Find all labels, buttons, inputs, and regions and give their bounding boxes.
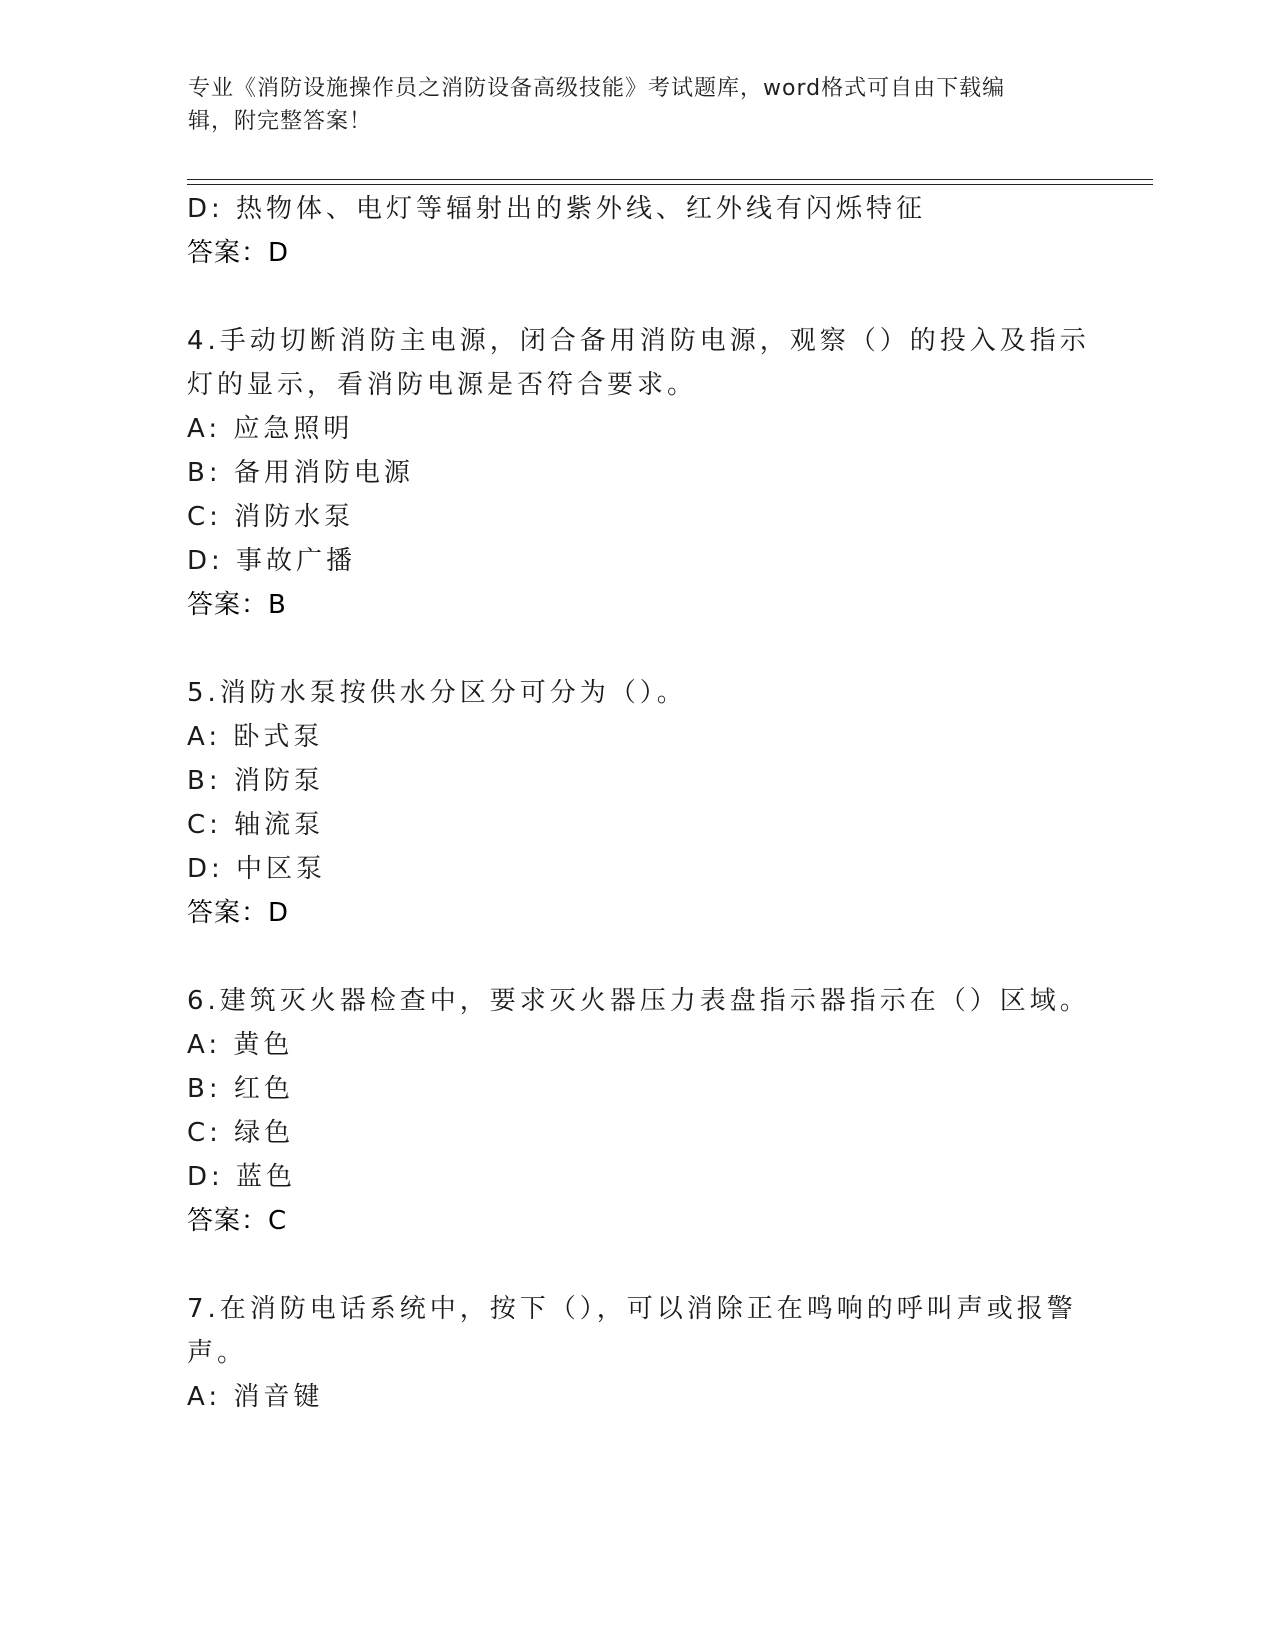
header-divider-bottom — [187, 184, 1153, 185]
q3-option-d: D: 热物体、电灯等辐射出的紫外线、红外线有闪烁特征 — [187, 194, 927, 224]
q7-stem-line-2: 声。 — [187, 1338, 248, 1368]
q4-answer: 答案：B — [187, 590, 287, 620]
header-line-2: 辑，附完整答案！ — [188, 109, 373, 134]
q6-option-c: C: 绿色 — [187, 1118, 295, 1148]
q4-option-c: C: 消防水泵 — [187, 502, 355, 532]
q3-answer: 答案：D — [187, 238, 290, 268]
q7-stem-line-1: 7.在消防电话系统中，按下（），可以消除正在鸣响的呼叫声或报警 — [187, 1294, 1077, 1324]
q5-option-d: D: 中区泵 — [187, 854, 327, 884]
q6-answer: 答案：C — [187, 1206, 288, 1236]
q6-option-b: B: 红色 — [187, 1074, 294, 1104]
q6-stem-line-1: 6.建筑灭火器检查中，要求灭火器压力表盘指示器指示在（）区域。 — [187, 986, 1090, 1016]
header-divider-top — [187, 179, 1153, 180]
document-header — [188, 72, 1068, 138]
header-line-1: 专业《消防设施操作员之消防设备高级技能》考试题库，word格式可自由下载编 — [188, 76, 1006, 101]
q6-option-a: A: 黄色 — [187, 1030, 294, 1060]
q4-stem-line-1: 4.手动切断消防主电源，闭合备用消防电源，观察（）的投入及指示 — [187, 326, 1090, 356]
q4-option-d: D: 事故广播 — [187, 546, 357, 576]
q4-stem-line-2: 灯的显示，看消防电源是否符合要求。 — [187, 370, 698, 400]
q5-option-a: A: 卧式泵 — [187, 722, 324, 752]
q6-option-d: D: 蓝色 — [187, 1162, 297, 1192]
q4-option-a: A: 应急照明 — [187, 414, 354, 444]
q5-stem-line-1: 5.消防水泵按供水分区分可分为（）。 — [187, 678, 687, 708]
q5-answer: 答案：D — [187, 898, 290, 928]
q5-option-c: C: 轴流泵 — [187, 810, 325, 840]
q7-option-a: A: 消音键 — [187, 1382, 324, 1412]
q4-option-b: B: 备用消防电源 — [187, 458, 414, 488]
q5-option-b: B: 消防泵 — [187, 766, 324, 796]
